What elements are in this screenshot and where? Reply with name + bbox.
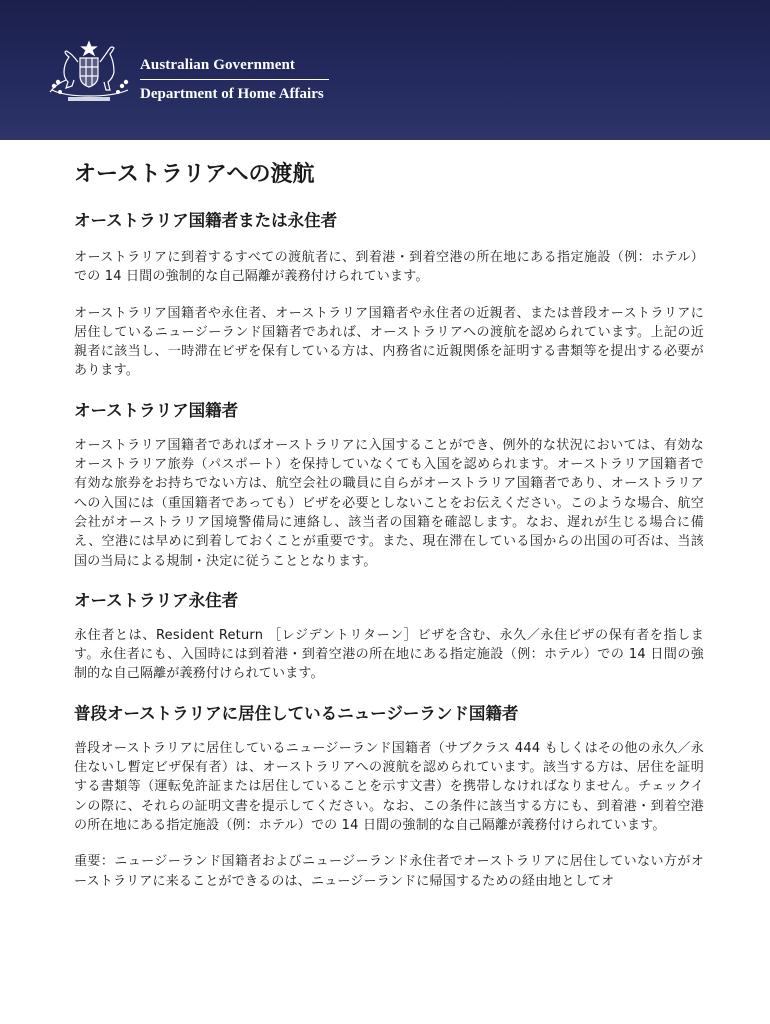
paragraph: オーストラリア国籍者であればオーストラリアに入国することができ、例外的な状況においては、有効なオーストラリア旅券（パスポート）を保持していなくても入国を認められます。オーストラリア国籍者で有効な旅券をお持ちでない方は、航空会社の職員に自らがオーストラリア国籍者であり、オーストラリアへの入国には（重国籍者であっても）ビザを必要としないことをお伝えください。このような場合、航空会社がオーストラリア国境警備局に連絡し、該当者の国籍を確認します。なお、遅れが生じる場合に備え、空港には早めに到着しておくことが重要です。また、現在滞在している国からの出国の可否は、当該国の当局による規制・決定に従うこととなります。 [74, 437, 704, 569]
coat-of-arms-icon [44, 40, 134, 102]
header-banner [0, 0, 770, 140]
paragraph: 普段オーストラリアに居住しているニュージーランド国籍者（サブクラス 444 もしくはその他の永久／永住ないし暫定ビザ保有者）は、オーストラリアへの渡航を認められています。該当する方は、居住を証明する書類等（運転免許証または居住していることを示す文書）を携帯しなければなりません。チェックインの際に、それらの証明文書を提示してください。なお、この条件に該当する方にも、到着港・到着空港の所在地にある指定施設（例：ホテル）での 14 日間の強制的な自己隔離が義務付けられています。 [74, 740, 704, 833]
document-body [74, 158, 704, 908]
section-heading-citizens: オーストラリア国籍者 [74, 400, 239, 420]
government-name: Australian Government [140, 57, 296, 73]
header-divider [140, 79, 329, 80]
paragraph: オーストラリアに到着するすべての渡航者に、到着港・到着空港の所在地にある指定施設（例：ホテル）での 14 日間の強制的な自己隔離が義務付けられています。 [74, 250, 704, 285]
paragraph: 永住者とは、Resident Return ［レジデントリターン］ビザを含む、永久／永住ビザの保有者を指します。永住者にも、入国時には到着港・到着空港の所在地にある指定施設（例：ホテル）での 14 日間の強制的な自己隔離が義務付けられています。 [74, 627, 704, 682]
department-name: Department of Home Affairs [140, 86, 324, 102]
section-heading-citizens-or-residents: オーストラリア国籍者または永住者 [74, 211, 338, 230]
paragraph: オーストラリア国籍者や永住者、オーストラリア国籍者や永住者の近親者、または普段オーストラリアに居住しているニュージーランド国籍者であれば、オーストラリアへの渡航を認められています。上記の近親者に該当し、一時滞在ビザを保有している方は、内務省に近親関係を証明する書類等を提出する必要があります。 [74, 305, 704, 379]
section-heading-permanent-residents: オーストラリア永住者 [74, 590, 239, 610]
page-title: オーストラリアへの渡航 [74, 162, 315, 187]
paragraph: 重要：ニュージーランド国籍者およびニュージーランド永住者でオーストラリアに居住していない方がオーストラリアに来ることができるのは、ニュージーランドに帰国するための経由地としてオ [74, 854, 704, 889]
section-heading-nz-citizens: 普段オーストラリアに居住しているニュージーランド国籍者 [74, 703, 519, 723]
